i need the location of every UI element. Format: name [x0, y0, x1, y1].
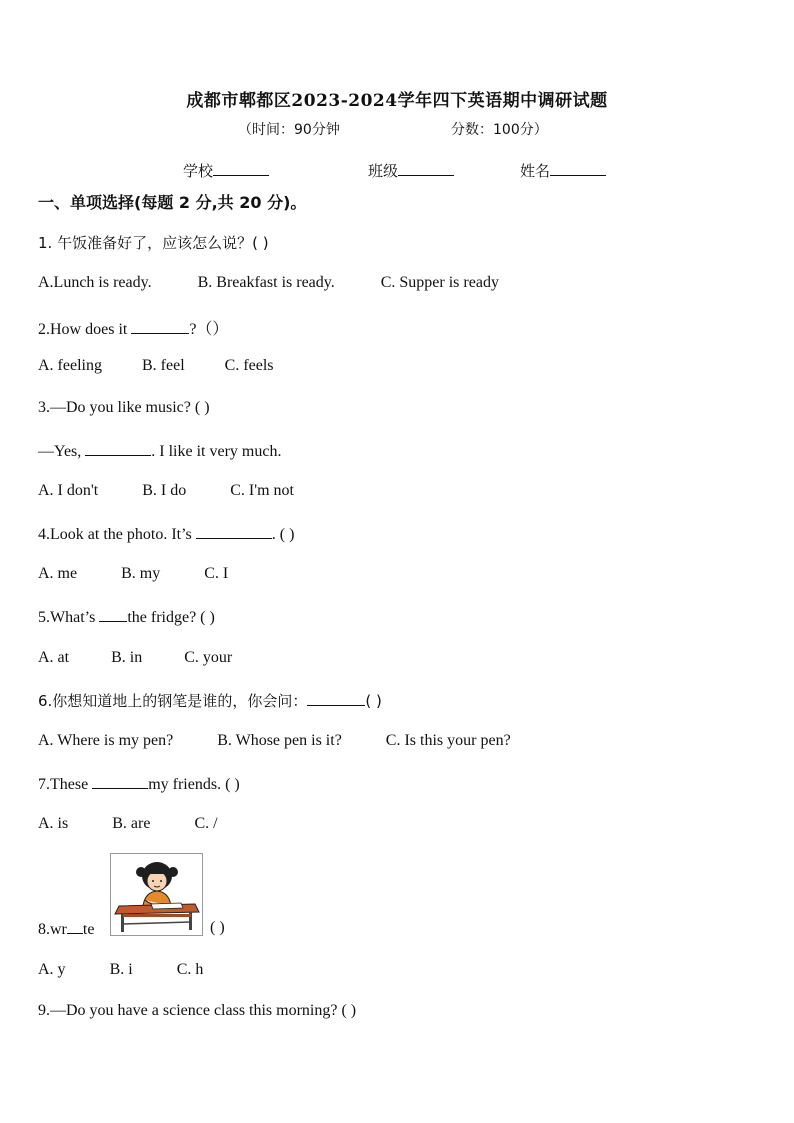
question-5-option-c: C. your — [184, 649, 233, 666]
question-5-stem-a: 5.What’s — [38, 609, 96, 626]
section-heading: 一、单项选择(每题 2 分,共 20 分)。 — [38, 193, 307, 212]
question-7-option-b: B. are — [112, 815, 151, 832]
question-2-option-a: A. feeling — [38, 357, 102, 374]
question-3-option-a: A. I don't — [38, 482, 99, 499]
question-3-option-b: B. I do — [142, 482, 187, 499]
girl-writing-picture — [110, 853, 203, 936]
question-4-stem — [38, 524, 294, 544]
girl-writing-icon — [111, 854, 202, 935]
class-label: 班级 — [368, 162, 399, 180]
question-4-stem-b: . ( ) — [271, 526, 295, 543]
question-3-dialog-a: —Yes, — [38, 443, 82, 460]
question-6-stem-b: ( ) — [365, 692, 382, 710]
question-4-stem-a: 4.Look at the photo. It’s — [38, 526, 192, 543]
question-2-stem-b: ?（） — [189, 321, 229, 338]
question-2-option-c: C. feels — [224, 357, 274, 374]
question-8-options — [38, 961, 203, 979]
question-3-options — [38, 482, 294, 500]
question-8-stem-a: 8.wr — [38, 921, 67, 938]
question-4-option-b: B. my — [121, 565, 161, 582]
question-8-option-c: C. h — [176, 961, 204, 978]
question-5-blank — [99, 607, 127, 622]
question-6-stem-a: 6.你想知道地上的钢笔是谁的，你会问： — [38, 692, 308, 710]
question-8-stem-left — [38, 919, 94, 939]
name-blank[interactable] — [550, 161, 606, 176]
question-6-stem — [38, 690, 382, 711]
question-1-stem: 1. 午饭准备好了，应该怎么说？( ) — [38, 234, 269, 252]
question-6-blank — [307, 691, 365, 706]
question-2-blank — [131, 319, 189, 334]
question-7-option-c: C. / — [194, 815, 218, 832]
question-8-blank — [67, 919, 83, 934]
exam-title: 成都市郫都区2023-2024学年四下英语期中调研试题 — [186, 91, 608, 111]
question-8-stem-b: te — [82, 921, 95, 938]
question-1-option-a: A.Lunch is ready. — [38, 274, 152, 291]
question-8-stem-right: ( ) — [210, 919, 225, 936]
school-blank[interactable] — [213, 161, 269, 176]
question-7-stem-b: my friends. ( ) — [148, 776, 240, 793]
question-7-option-a: A. is — [38, 815, 69, 832]
question-1-option-b: B. Breakfast is ready. — [197, 274, 335, 291]
question-4-option-a: A. me — [38, 565, 78, 582]
question-6-option-b: B. Whose pen is it? — [217, 732, 342, 749]
question-4-options — [38, 565, 228, 583]
exam-time: （时间：90分钟 — [238, 122, 340, 138]
question-7-stem-a: 7.These — [38, 776, 89, 793]
question-1-option-c: C. Supper is ready — [380, 274, 499, 291]
question-3-dialog — [38, 441, 281, 461]
question-3-dialog-b: . I like it very much. — [151, 443, 282, 460]
question-6-option-a: A. Where is my pen? — [38, 732, 174, 749]
question-5-stem-b: the fridge? ( ) — [127, 609, 215, 626]
name-label: 姓名 — [520, 162, 551, 180]
class-field — [368, 160, 454, 181]
question-2-option-b: B. feel — [141, 357, 185, 374]
question-5-option-a: A. at — [38, 649, 70, 666]
question-5-stem — [38, 607, 215, 627]
school-label: 学校 — [183, 162, 214, 180]
question-2-stem — [38, 316, 228, 339]
question-6-options — [38, 732, 511, 750]
question-7-stem — [38, 774, 240, 794]
question-3-blank — [85, 441, 151, 456]
question-7-blank — [92, 774, 148, 789]
question-6-option-c: C. Is this your pen? — [385, 732, 511, 749]
question-3-option-c: C. I'm not — [230, 482, 294, 499]
exam-score: 分数：100分） — [451, 122, 548, 138]
question-1-options — [38, 274, 499, 292]
question-4-option-c: C. I — [204, 565, 229, 582]
question-5-option-b: B. in — [111, 649, 143, 666]
question-5-options — [38, 649, 232, 667]
school-field — [183, 160, 269, 181]
question-2-stem-a: 2.How does it — [38, 321, 128, 338]
question-4-blank — [196, 524, 272, 539]
question-8-option-b: B. i — [109, 961, 133, 978]
question-7-options — [38, 815, 218, 833]
name-field — [520, 160, 606, 181]
question-2-options — [38, 357, 274, 375]
class-blank[interactable] — [398, 161, 454, 176]
question-3-stem: 3.—Do you like music? ( ) — [38, 399, 210, 416]
question-8-option-a: A. y — [38, 961, 66, 978]
question-9-stem: 9.—Do you have a science class this morning? ( ) — [38, 1002, 357, 1019]
